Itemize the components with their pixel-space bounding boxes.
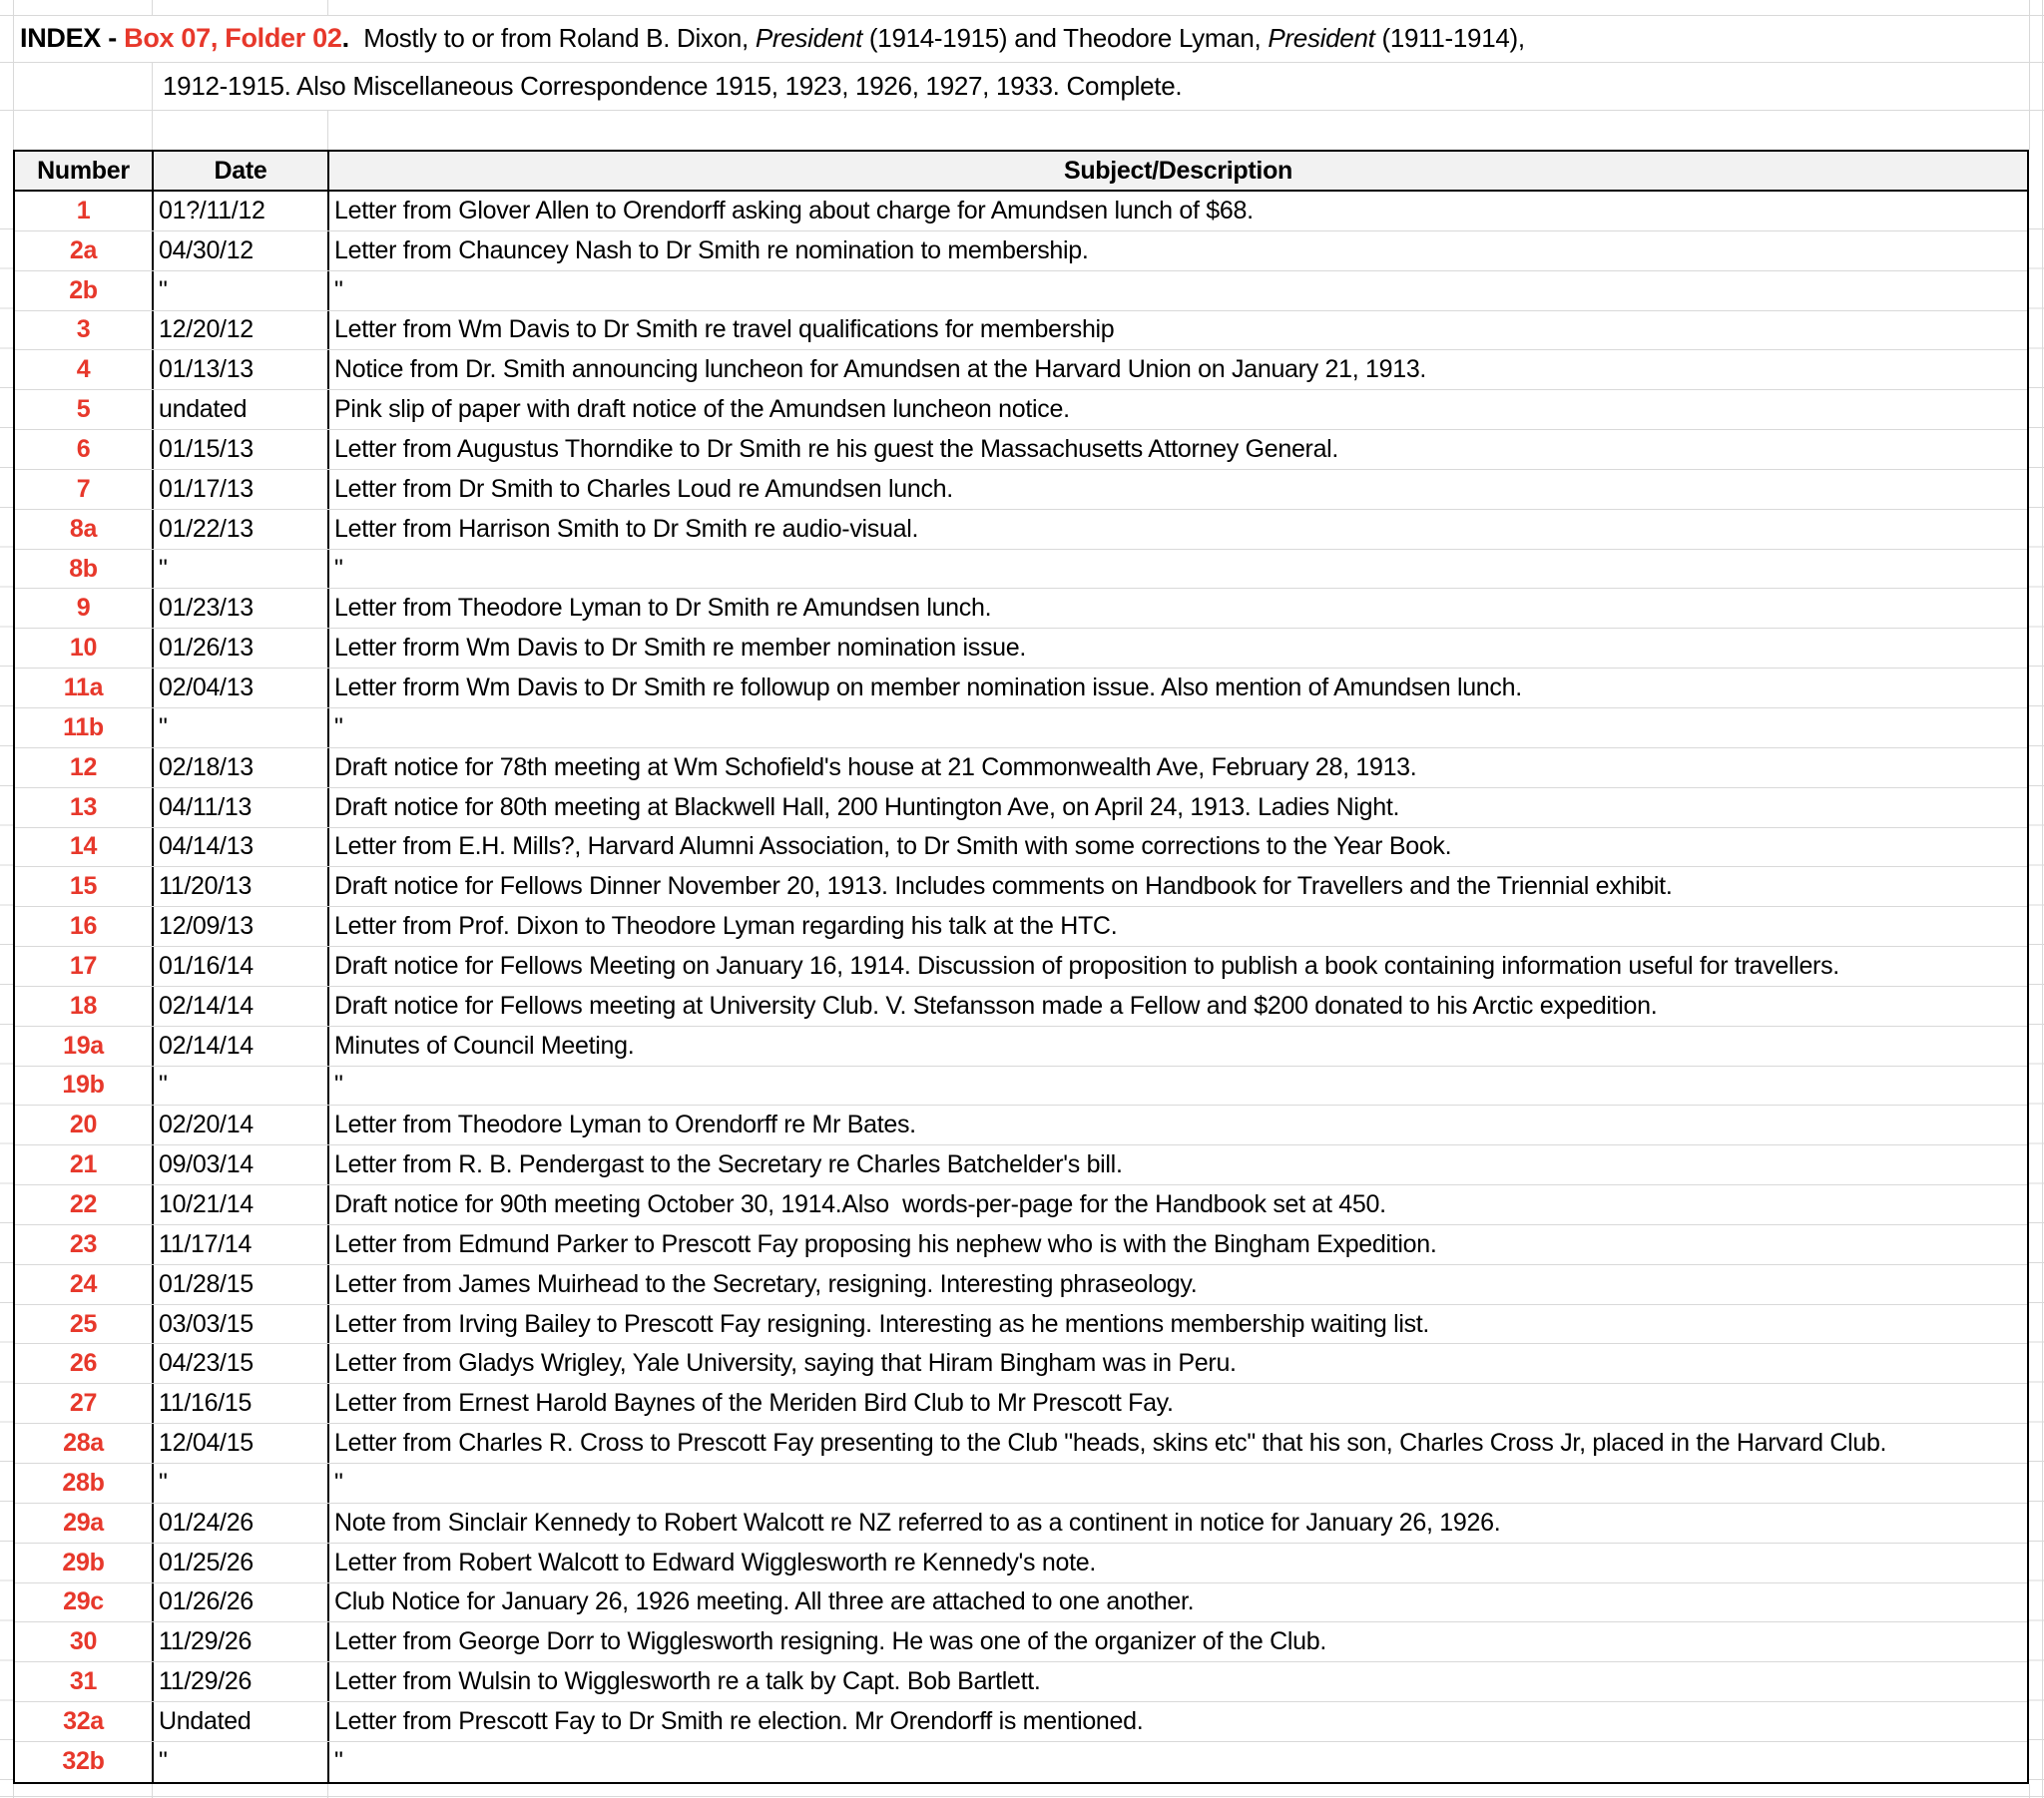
row-date: 01?/11/12 (154, 192, 329, 230)
row-date: 01/24/26 (154, 1504, 329, 1543)
table-row (15, 1702, 2027, 1742)
row-date: 01/13/13 (154, 350, 329, 389)
title-description-2: (1914-1915) and Theodore Lyman, (862, 23, 1269, 53)
row-subject: " (334, 554, 343, 583)
table-row (15, 748, 2027, 788)
table-row (15, 1305, 2027, 1345)
title-description-1: Mostly to or from Roland B. Dixon, (363, 23, 756, 53)
row-date: 03/03/15 (154, 1305, 329, 1344)
table-row (15, 1504, 2027, 1544)
table-row (15, 350, 2027, 390)
row-subject: Draft notice for 78th meeting at Wm Schofield's house at 21 Commonwealth Ave, February 28, 1913. (334, 752, 1417, 781)
row-subject: Letter from Glover Allen to Orendorff asking about charge for Amundsen lunch of $68. (334, 196, 1254, 225)
row-date: " (154, 1067, 329, 1106)
table-row (15, 1185, 2027, 1225)
row-date: 12/04/15 (154, 1424, 329, 1463)
row-subject: Letter frorm Wm Davis to Dr Smith re member nomination issue. (334, 634, 1027, 663)
row-subject: Letter frorm Wm Davis to Dr Smith re followup on member nomination issue. Also mention of Amundsen lunch. (334, 674, 1522, 702)
row-subject: Letter from George Dorr to Wigglesworth resigning. He was one of the organizer of the Club. (334, 1627, 1327, 1656)
row-date: " (154, 1464, 329, 1503)
gridline (2029, 1784, 2030, 1798)
row-subject: Note from Sinclair Kennedy to Robert Walcott re NZ referred to as a continent in notice for January 26, 1926. (334, 1508, 1501, 1537)
row-subject: Letter from Harrison Smith to Dr Smith re audio-visual. (334, 514, 919, 543)
row-number: 6 (15, 430, 154, 469)
row-date: Undated (154, 1702, 329, 1741)
row-date: 01/23/13 (154, 589, 329, 628)
row-number: 12 (15, 748, 154, 787)
gridline (152, 62, 153, 150)
gridline (0, 110, 2044, 111)
row-number: 11a (15, 669, 154, 707)
row-date: 01/26/26 (154, 1583, 329, 1622)
row-date: 12/09/13 (154, 907, 329, 946)
row-date: 02/14/14 (154, 1027, 329, 1066)
gridline (152, 0, 153, 15)
row-date: 01/17/13 (154, 470, 329, 509)
row-number: 20 (15, 1106, 154, 1144)
gridline (13, 0, 14, 150)
row-number: 23 (15, 1225, 154, 1264)
gridline (327, 1784, 328, 1798)
row-number: 9 (15, 589, 154, 628)
column-header-date: Date (154, 152, 329, 190)
table-row (15, 1027, 2027, 1067)
row-date: 01/22/13 (154, 510, 329, 549)
row-date: 04/30/12 (154, 231, 329, 270)
row-subject: " (334, 275, 343, 304)
row-subject: Pink slip of paper with draft notice of the Amundsen luncheon notice. (334, 395, 1070, 424)
row-number: 29a (15, 1504, 154, 1543)
row-date: " (154, 271, 329, 310)
table-row (15, 987, 2027, 1027)
row-subject: " (334, 1071, 343, 1100)
row-number: 11b (15, 708, 154, 747)
table-row (15, 1544, 2027, 1583)
row-number: 1 (15, 192, 154, 230)
row-subject: Letter from Augustus Thorndike to Dr Smith re his guest the Massachusetts Attorney General. (334, 434, 1339, 463)
table-row (15, 311, 2027, 351)
row-date: 01/28/15 (154, 1265, 329, 1304)
gridline (152, 1784, 153, 1798)
row-subject: Letter from Dr Smith to Charles Loud re Amundsen lunch. (334, 474, 953, 503)
row-number: 26 (15, 1344, 154, 1383)
row-number: 13 (15, 788, 154, 827)
table-row (15, 510, 2027, 550)
title-separator: . (341, 23, 364, 53)
table-row (15, 192, 2027, 231)
row-number: 5 (15, 390, 154, 429)
table-row (15, 1067, 2027, 1107)
table-row (15, 1344, 2027, 1384)
row-date: 01/26/13 (154, 629, 329, 668)
table-row (15, 708, 2027, 748)
table-row (15, 1464, 2027, 1504)
subtitle-text: 1912-1915. Also Miscellaneous Correspondence 1915, 1923, 1926, 1927, 1933. Complete. (163, 70, 1183, 101)
row-number: 32b (15, 1742, 154, 1782)
title-box-folder-label: Box 07, Folder 02 (124, 23, 342, 53)
row-date: 01/16/14 (154, 947, 329, 986)
row-subject: Letter from Charles R. Cross to Prescott Fay presenting to the Club "heads, skins etc" that his son, Charles Cross Jr, placed in the Harvard Club. (334, 1429, 1887, 1458)
row-subject: Draft notice for Fellows Meeting on January 16, 1914. Discussion of proposition to publish a book containing information useful for travellers. (334, 951, 1839, 980)
row-subject: Letter from Theodore Lyman to Orendorff re Mr Bates. (334, 1111, 916, 1139)
row-date: 04/14/13 (154, 828, 329, 867)
table-row (15, 1583, 2027, 1623)
row-date: undated (154, 390, 329, 429)
table-row (15, 231, 2027, 271)
document-subtitle (163, 62, 2044, 110)
row-subject: Draft notice for Fellows Dinner November 20, 1913. Includes comments on Handbook for Travellers and the Triennial exhibit. (334, 872, 1673, 901)
row-subject: Letter from Gladys Wrigley, Yale University, saying that Hiram Bingham was in Peru. (334, 1349, 1237, 1378)
row-date: 09/03/14 (154, 1145, 329, 1184)
row-gridline-stubs-left (0, 190, 13, 1784)
row-subject: Letter from Robert Walcott to Edward Wigglesworth re Kennedy's note. (334, 1548, 1096, 1576)
row-date: 12/20/12 (154, 311, 329, 350)
row-number: 8b (15, 550, 154, 589)
table-row (15, 1662, 2027, 1702)
row-date: 10/21/14 (154, 1185, 329, 1224)
row-number: 19b (15, 1067, 154, 1106)
table-body (15, 192, 2027, 1782)
row-number: 17 (15, 947, 154, 986)
row-subject: Letter from James Muirhead to the Secretary, resigning. Interesting phraseology. (334, 1269, 1198, 1298)
row-subject: Letter from Wulsin to Wigglesworth re a talk by Capt. Bob Bartlett. (334, 1667, 1041, 1696)
table-row (15, 1225, 2027, 1265)
column-header-subject: Subject/Description (1063, 156, 1293, 185)
table-row (15, 907, 2027, 947)
row-subject: Club Notice for January 26, 1926 meeting. All three are attached to one another. (334, 1587, 1195, 1616)
row-number: 18 (15, 987, 154, 1026)
column-header-number: Number (15, 152, 154, 190)
row-subject: Letter from Prescott Fay to Dr Smith re election. Mr Orendorff is mentioned. (334, 1706, 1144, 1735)
row-number: 28a (15, 1424, 154, 1463)
row-date: 04/11/13 (154, 788, 329, 827)
row-number: 22 (15, 1185, 154, 1224)
row-date: 11/20/13 (154, 867, 329, 906)
table-row (15, 470, 2027, 510)
table-row (15, 867, 2027, 907)
row-subject: Letter from Edmund Parker to Prescott Fay proposing his nephew who is with the Bingham Expedition. (334, 1229, 1437, 1258)
row-subject: " (334, 1468, 343, 1497)
table-row (15, 550, 2027, 590)
row-subject: Letter from Chauncey Nash to Dr Smith re nomination to membership. (334, 235, 1089, 264)
row-date: 04/23/15 (154, 1344, 329, 1383)
table-row (15, 1742, 2027, 1782)
row-subject: Draft notice for 80th meeting at Blackwell Hall, 200 Huntington Ave, on April 24, 1913. Ladies Night. (334, 792, 1400, 821)
row-number: 32a (15, 1702, 154, 1741)
row-number: 27 (15, 1384, 154, 1423)
row-date: 02/20/14 (154, 1106, 329, 1144)
row-subject: Letter from Irving Bailey to Prescott Fay resigning. Interesting as he mentions membership waiting list. (334, 1309, 1430, 1338)
row-number: 31 (15, 1662, 154, 1701)
table-row (15, 1622, 2027, 1662)
row-number: 16 (15, 907, 154, 946)
title-description-3: (1911-1914), (1374, 23, 1525, 53)
table-row (15, 390, 2027, 430)
row-subject: Draft notice for 90th meeting October 30, 1914.Also words-per-page for the Handbook set at 450. (334, 1190, 1386, 1219)
row-number: 25 (15, 1305, 154, 1344)
row-subject: Letter from R. B. Pendergast to the Secretary re Charles Batchelder's bill. (334, 1150, 1123, 1179)
table-row (15, 629, 2027, 669)
row-number: 28b (15, 1464, 154, 1503)
gridline (13, 1784, 14, 1798)
row-number: 29b (15, 1544, 154, 1582)
row-date: 02/04/13 (154, 669, 329, 707)
table-row (15, 788, 2027, 828)
row-number: 29c (15, 1583, 154, 1622)
table-row (15, 1384, 2027, 1424)
row-number: 14 (15, 828, 154, 867)
row-subject: Notice from Dr. Smith announcing luncheon for Amundsen at the Harvard Union on January 21, 1913. (334, 355, 1427, 384)
row-number: 15 (15, 867, 154, 906)
row-subject: " (334, 1747, 343, 1776)
row-subject: Minutes of Council Meeting. (334, 1031, 635, 1060)
row-date: 11/29/26 (154, 1622, 329, 1661)
title-president-italic-1: President (755, 23, 862, 53)
table-row (15, 1106, 2027, 1145)
row-date: 01/15/13 (154, 430, 329, 469)
table-row (15, 1145, 2027, 1185)
row-date: " (154, 708, 329, 747)
table-row (15, 1424, 2027, 1464)
table-row (15, 271, 2027, 311)
row-number: 2b (15, 271, 154, 310)
gridline (327, 0, 328, 15)
row-number: 7 (15, 470, 154, 509)
row-number: 8a (15, 510, 154, 549)
row-date: " (154, 550, 329, 589)
index-table (13, 150, 2029, 1784)
row-date: 01/25/26 (154, 1544, 329, 1582)
row-subject: Letter from Prof. Dixon to Theodore Lyman regarding his talk at the HTC. (334, 912, 1118, 941)
row-subject: Letter from Ernest Harold Baynes of the Meriden Bird Club to Mr Prescott Fay. (334, 1389, 1174, 1418)
table-row (15, 589, 2027, 629)
row-subject: Letter from Wm Davis to Dr Smith re travel qualifications for membership (334, 315, 1115, 344)
row-number: 21 (15, 1145, 154, 1184)
row-date: 02/18/13 (154, 748, 329, 787)
gridline (327, 110, 328, 150)
title-index-label: INDEX - (20, 23, 125, 53)
row-number: 10 (15, 629, 154, 668)
row-number: 2a (15, 231, 154, 270)
table-row (15, 828, 2027, 868)
title-president-italic-2: President (1268, 23, 1375, 53)
row-number: 30 (15, 1622, 154, 1661)
row-subject: Letter from Theodore Lyman to Dr Smith re Amundsen lunch. (334, 594, 992, 623)
table-row (15, 1265, 2027, 1305)
document-title (20, 15, 2044, 62)
gridline (0, 1796, 2044, 1797)
row-date: 11/17/14 (154, 1225, 329, 1264)
table-row (15, 669, 2027, 708)
row-number: 24 (15, 1265, 154, 1304)
row-subject: Letter from E.H. Mills?, Harvard Alumni Association, to Dr Smith with some corrections to the Year Book. (334, 832, 1452, 861)
row-date: 02/14/14 (154, 987, 329, 1026)
row-number: 3 (15, 311, 154, 350)
row-number: 19a (15, 1027, 154, 1066)
table-row (15, 430, 2027, 470)
row-date: 11/16/15 (154, 1384, 329, 1423)
row-date: " (154, 1742, 329, 1782)
table-row (15, 947, 2027, 987)
row-gridline-stubs-right (2029, 190, 2044, 1784)
row-date: 11/29/26 (154, 1662, 329, 1701)
table-header-row (15, 152, 2027, 192)
row-subject: Draft notice for Fellows meeting at University Club. V. Stefansson made a Fellow and $200 donated to his Arctic expedition. (334, 991, 1658, 1020)
row-subject: " (334, 712, 343, 741)
row-number: 4 (15, 350, 154, 389)
